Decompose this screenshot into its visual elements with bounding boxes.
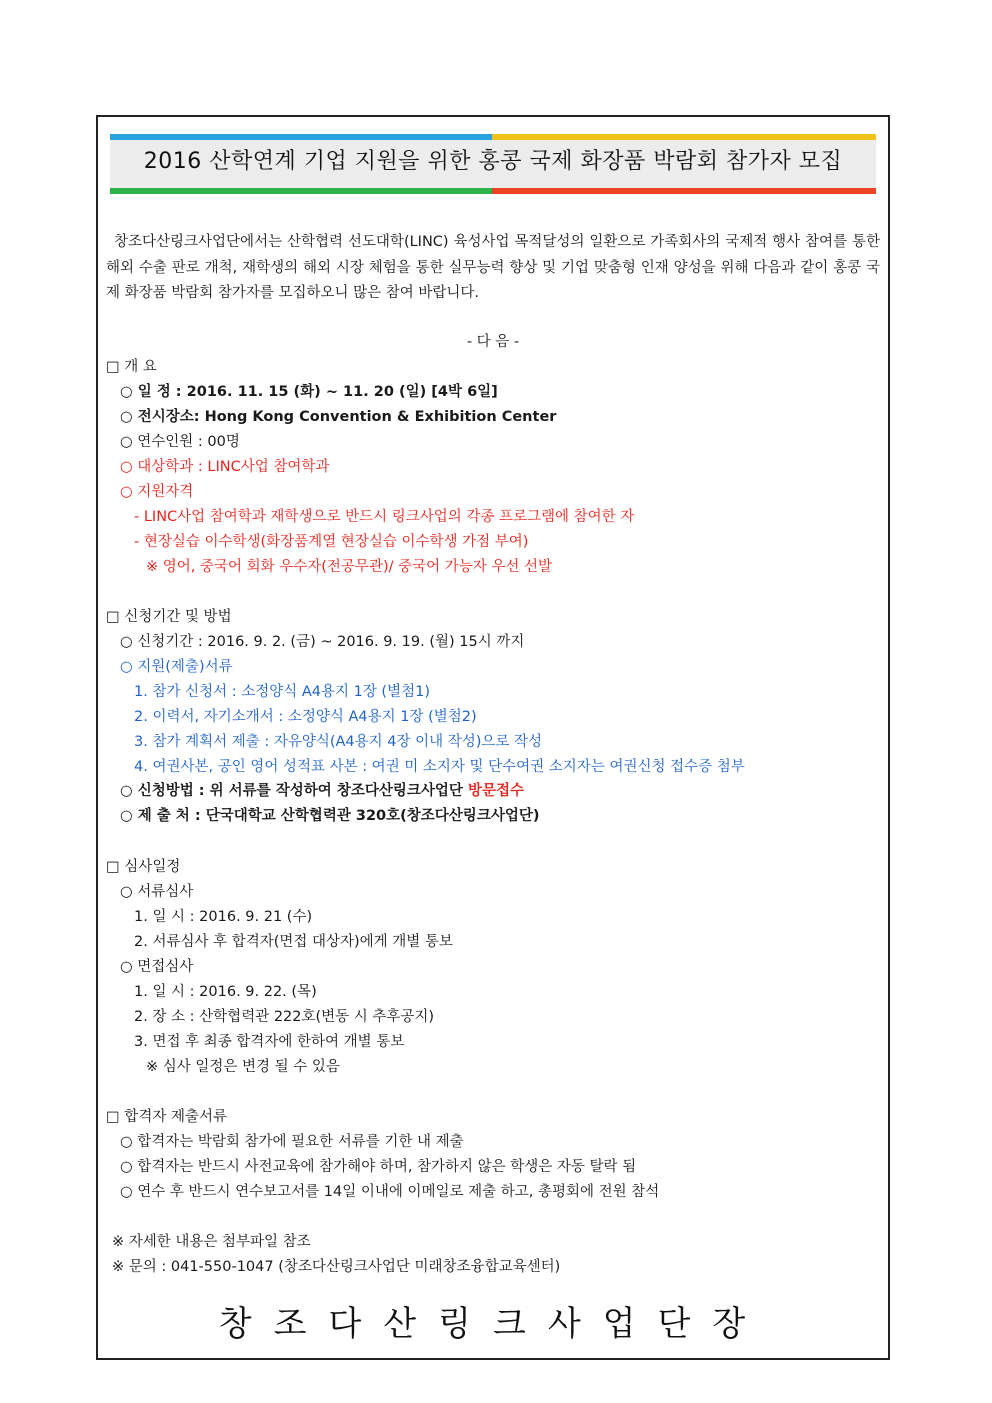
section-application-title: □ 신청기간 및 방법: [106, 609, 232, 625]
title-bar-bottom-right: [492, 188, 876, 194]
section-submission-title: □ 합격자 제출서류: [106, 1109, 227, 1125]
intro-paragraph: 창조다산링크사업단에서는 산학협력 선도대학(LINC) 육성사업 목적달성의 일환으로 가족회사의 국제적 행사 참여를 통한 해외 수출 판로 개척, 재학생의 해외 시장 체험을 통한 실무능력 향상 및 기업 맞춤형 인재 양성을 위해 다음과 같이 홍콩 국제 화장품 박람회 참가자를 모집하오니 많은 참여 바랍니다.: [106, 234, 880, 301]
overview-qualification: ○ 지원자격: [120, 484, 194, 500]
application-period: ○ 신청기간 : 2016. 9. 2. (금) ~ 2016. 9. 19. (월) 15시 까지: [120, 634, 525, 650]
overview-venue: ○ 전시장소: Hong Kong Convention & Exhibition Center: [120, 409, 557, 425]
interview-notice: 3. 면접 후 최종 합격자에 한하여 개별 통보: [134, 1034, 405, 1050]
application-place: ○ 제 출 처 : 단국대학교 산학협력관 320호(창조다산링크사업단): [120, 808, 540, 824]
heading-next: - 다 음 -: [466, 334, 520, 350]
interview-date: 1. 일 시 : 2016. 9. 22. (목): [134, 984, 317, 1000]
doc-item-3: 3. 참가 계획서 제출 : 자유양식(A4용지 4장 이내 작성)으로 작성: [134, 734, 543, 750]
signature: 창조다산링크사업단장: [218, 1304, 768, 1344]
note-contact: ※ 문의 : 041-550-1047 (창조다산링크사업단 미래창조융합교육센터): [112, 1259, 561, 1275]
title-bar-top-right: [492, 134, 876, 140]
section-overview-title: □ 개 요: [106, 359, 157, 375]
overview-target: ○ 대상학과 : LINC사업 참여학과: [120, 459, 330, 475]
overview-date: ○ 일 정 : 2016. 11. 15 (화) ~ 11. 20 (일) [4박 6일]: [120, 384, 498, 400]
qualification-item-1: - LINC사업 참여학과 재학생으로 반드시 링크사업의 각종 프로그램에 참여한 자: [134, 509, 635, 525]
page-title: 2016 산학연계 기업 지원을 위한 홍콩 국제 화장품 박람회 참가자 모집: [143, 149, 843, 174]
submission-item-3: ○ 연수 후 반드시 연수보고서를 14일 이내에 이메일로 제출 하고, 총평회에 전원 참석: [120, 1184, 660, 1200]
application-docs: ○ 지원(제출)서류: [120, 659, 233, 675]
doc-item-2: 2. 이력서, 자기소개서 : 소정양식 A4용지 1장 (별첨2): [134, 709, 477, 725]
submission-item-2: ○ 합격자는 반드시 사전교육에 참가해야 하며, 참가하지 않은 학생은 자동 탈락 됨: [120, 1159, 637, 1175]
doc-item-4: 4. 여권사본, 공인 영어 성적표 사본 : 여권 미 소지자 및 단수여권 소지자는 여권신청 접수증 첨부: [134, 759, 745, 775]
review-document: ○ 서류심사: [120, 884, 194, 900]
note-attachment: ※ 자세한 내용은 첨부파일 참조: [112, 1234, 311, 1250]
interview-place: 2. 장 소 : 산학협력관 222호(변동 시 추후공지): [134, 1009, 435, 1025]
application-method: ○ 신청방법 : 위 서류를 작성하여 창조다산링크사업단 방문접수: [120, 783, 524, 799]
review-interview: ○ 면접심사: [120, 959, 194, 975]
review-schedule-note: ※ 심사 일정은 변경 될 수 있음: [146, 1059, 340, 1075]
qualification-note: ※ 영어, 중국어 회화 우수자(전공무관)/ 중국어 가능자 우선 선발: [146, 559, 552, 575]
review-document-notice: 2. 서류심사 후 합격자(면접 대상자)에게 개별 통보: [134, 934, 453, 950]
title-bar-bottom-left: [110, 188, 492, 194]
overview-people: ○ 연수인원 : 00명: [120, 434, 240, 450]
review-document-date: 1. 일 시 : 2016. 9. 21 (수): [134, 909, 313, 925]
section-review-title: □ 심사일정: [106, 859, 181, 875]
method-highlight: 방문접수: [467, 783, 524, 799]
title-bar-top-left: [110, 134, 492, 140]
qualification-item-2: - 현장실습 이수학생(화장품계열 현장실습 이수학생 가점 부여): [134, 534, 529, 550]
doc-item-1: 1. 참가 신청서 : 소정양식 A4용지 1장 (별첨1): [134, 684, 430, 700]
submission-item-1: ○ 합격자는 박람회 참가에 필요한 서류를 기한 내 제출: [120, 1134, 464, 1150]
